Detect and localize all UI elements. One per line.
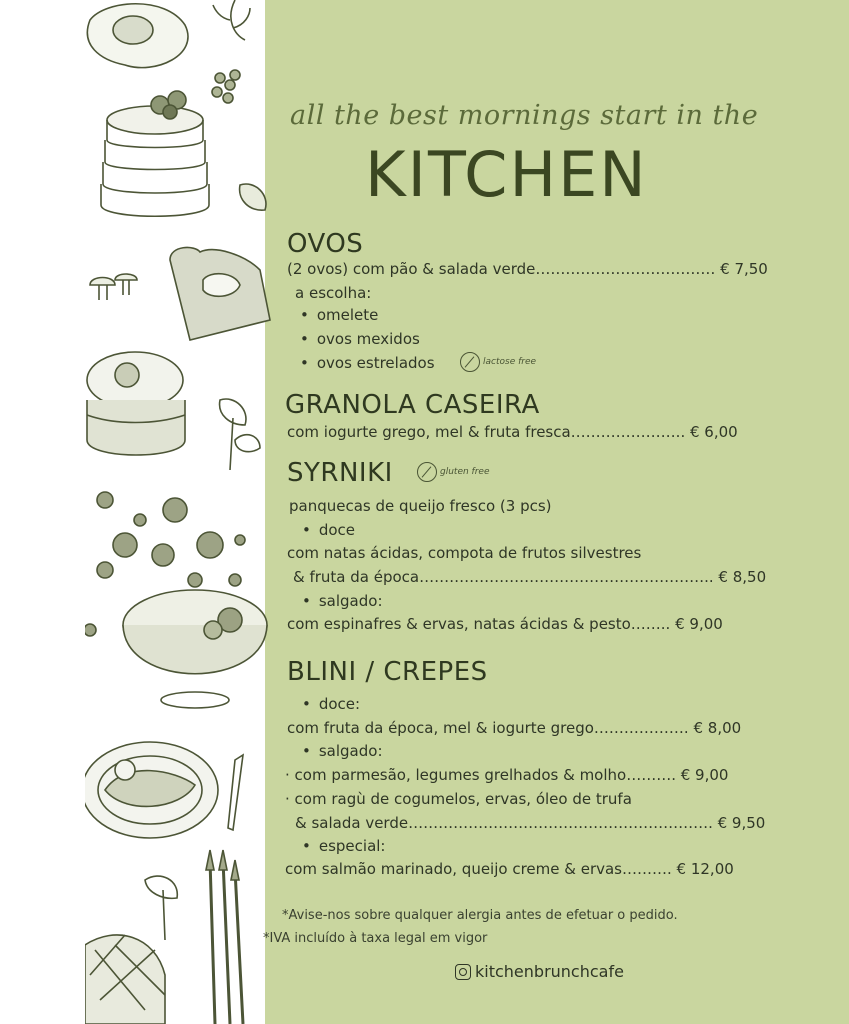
lactose-free-badge bbox=[460, 352, 536, 372]
food-illustrations bbox=[85, 0, 285, 1024]
instagram-icon bbox=[455, 964, 471, 980]
vat-note: *IVA incluído à taxa legal em vigor bbox=[263, 931, 488, 946]
badge-label: lactose free bbox=[483, 357, 537, 367]
option-item: • ovos mexidos bbox=[300, 330, 420, 348]
pancake-stack-illustration bbox=[101, 91, 209, 216]
crepe-plate-illustration bbox=[85, 742, 218, 838]
option-item: • ovos estrelados bbox=[300, 354, 435, 372]
page-title: KITCHEN bbox=[365, 138, 648, 211]
menu-item-line: · com ragù de cogumelos, ervas, óleo de trufa bbox=[285, 790, 632, 808]
badge-label: gluten free bbox=[440, 467, 490, 477]
sub-label: • salgado: bbox=[302, 742, 383, 760]
fried-egg-illustration bbox=[87, 4, 188, 68]
menu-item-line: com espinafres & ervas, natas ácidas & pesto…….. € 9,00 bbox=[287, 615, 723, 633]
tagline: all the best mornings start in the bbox=[290, 100, 759, 131]
gluten-free-icon bbox=[417, 462, 437, 482]
instagram-link[interactable] bbox=[455, 962, 624, 981]
menu-item-line: · com parmesão, legumes grelhados & molho………. € 9,00 bbox=[285, 766, 729, 784]
menu-item-line: & salada verde……………………………………………………. € 9,50 bbox=[295, 814, 766, 832]
section-title-ovos: OVOS bbox=[287, 229, 364, 259]
sub-label: • doce bbox=[302, 521, 355, 539]
menu-item-line: com salmão marinado, queijo creme & ervas………. € 12,00 bbox=[285, 860, 734, 878]
pie-illustration bbox=[85, 935, 165, 1024]
allergy-note: *Avise-nos sobre qualquer alergia antes de efetuar o pedido. bbox=[282, 908, 678, 923]
egg-tart-illustration bbox=[87, 352, 185, 455]
menu-item-line: com iogurte grego, mel & fruta fresca………………….. € 6,00 bbox=[287, 423, 738, 441]
lactose-free-icon bbox=[460, 352, 480, 372]
option-item: • omelete bbox=[300, 306, 378, 324]
menu-item-line: (2 ovos) com pão & salada verde……………………………… € 7,50 bbox=[287, 260, 768, 278]
sub-label: • especial: bbox=[302, 837, 385, 855]
menu-item-line: com fruta da época, mel & iogurte grego………………. € 8,00 bbox=[287, 719, 742, 737]
item-description: panquecas de queijo fresco (3 pcs) bbox=[289, 497, 552, 515]
instagram-handle: kitchenbrunchcafe bbox=[475, 962, 624, 981]
choice-label: a escolha: bbox=[295, 284, 372, 302]
section-title-syrniki: SYRNIKI bbox=[287, 458, 393, 488]
granola-bowl-illustration bbox=[123, 590, 267, 708]
menu-item-line: & fruta da época………………………………………………….. € 8,50 bbox=[293, 568, 767, 586]
section-title-blini: BLINI / CREPES bbox=[287, 657, 488, 687]
toast-illustration bbox=[170, 247, 270, 340]
sub-label: • doce: bbox=[302, 695, 360, 713]
section-title-granola: GRANOLA CASEIRA bbox=[285, 390, 540, 420]
menu-item-line: com natas ácidas, compota de frutos silvestres bbox=[287, 544, 642, 562]
gluten-free-badge bbox=[417, 462, 490, 482]
sub-label: • salgado: bbox=[302, 592, 383, 610]
